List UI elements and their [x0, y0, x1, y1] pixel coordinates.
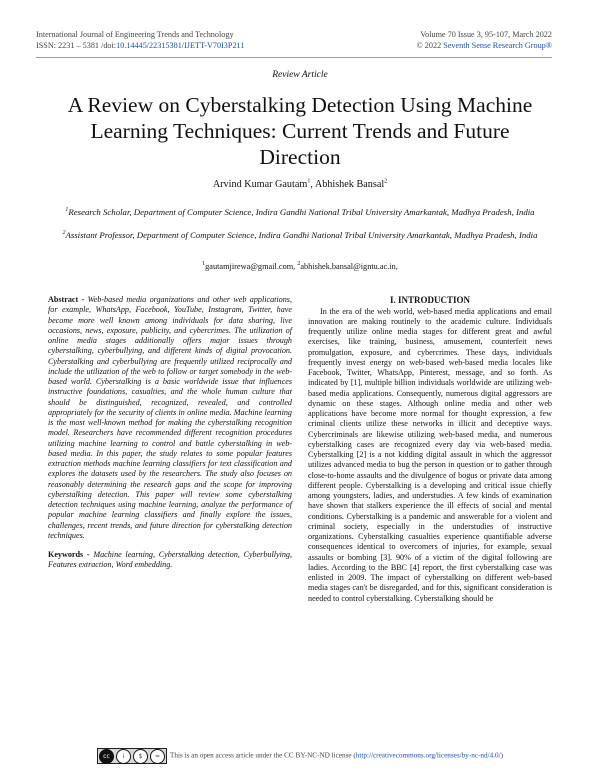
- paper-title: A Review on Cyberstalking Detection Using Machine Learning Techniques: Current Trends and Future Direction: [67, 93, 533, 169]
- right-column: [308, 295, 552, 604]
- left-column: [48, 295, 292, 571]
- keywords: [48, 550, 292, 571]
- license-footer: cc i $ = This is an open access article under the CC BY-NC-ND license (http://creativecommons.org/licenses/by-nc-nd/4.0/): [0, 748, 600, 764]
- abstract-label: Abstract -: [48, 295, 88, 304]
- affiliation-1: $^1$Research Scholar, Department of Computer Science, Indira Gandhi National Tribal University Amarkantak, Madhya Pradesh, India: [65, 207, 535, 217]
- copyright-line: © 2022 Seventh Sense Research Group®: [416, 41, 552, 50]
- header-rule: [36, 57, 552, 58]
- author-emails: $^1$gautamjirewa@gmail.com, $^2$abhishek.bansal@igntu.ac.in,: [202, 261, 398, 271]
- email-1: gautamjirewa@gmail.com,: [205, 262, 298, 271]
- license-link[interactable]: http://creativecommons.org/licenses/by-nc-nd/4.0/: [355, 751, 501, 760]
- volume-header: [417, 29, 552, 51]
- introduction-paragraph: In the era of the web world, web-based media applications and email innovation are making routinely to the academic culture. Individuals frequently utilize online media stages for different great and awful exercises, like training, business, amusement, counterfeit news promulgation, exposure, and cybercrimes. These days, individuals frequently invest energy on web-based web-based media locales like Facebook, Twitter, WhatsApp, Pinterest, message, and so forth. As indicated by [1], multiple billion individuals worldwide are utilizing web-based media applications. Consequently, numerous digital aggressors are dynamic on these stages. Although online media and other web applications have become more normal for thought expression, a few criminal clients utilize these networks in illicit and deceptive ways. Cybercriminals are likewise utilizing web-based media, and numerous cyberstalking cases are recognized every day via web-based media. Cyberstalking [2] is a not kidding digital assault in which the aggressor utilizes advanced media to bug the person in question or to gather through close-to-home assaults and the divulgence of bogus or private data among different people. Cyberstalking is a developing and critical issue chiefly among youngsters, ladies, and understudies. A few kinds of examination have shown that stalkers experience the ill effects of social and mental conditions. Cyberstalking is a pandemic and answerable for a violent and criminal society, especially in the understudies of instructive organizations. Cyberstalking casualties experience quantifiable adverse consequences identical to overcomers of injuries, for example, sexual assaults or bombing [3]. 90% of a victim of the digital following are ladies. According to the BBC [4] report, the first cyberstalking case was enlisted in 2009. The impact of cyberstalking on different web-based media stages can't be disregarded, and for this, significant consideration is needed to control cyberstalking. Cyberstalking should be: [308, 306, 552, 603]
- affiliation-2: $^2$Assistant Professor, Department of Computer Science, Indira Gandhi National Tribal University Amarkantak, Madhya Pradesh, India: [62, 230, 538, 240]
- volume-info: Volume 70 Issue 3, 95-107, March 2022: [420, 30, 552, 39]
- journal-name: International Journal of Engineering Trends and Technology: [36, 30, 234, 39]
- email-2: abhishek.bansal@igntu.ac.in,: [300, 262, 398, 271]
- abstract: [48, 295, 292, 541]
- author-2: Abhishek Bansal: [314, 179, 385, 190]
- section-heading-introduction: I. INTRODUCTION: [389, 295, 470, 305]
- publisher-link[interactable]: Seventh Sense Research Group®: [443, 41, 552, 50]
- cc-license-badge-icon[interactable]: cc i $ =: [97, 748, 167, 764]
- author-list: Arvind Kumar Gautam$^1$, Abhishek Bansal$^2$: [212, 178, 388, 190]
- issn-doi-line: ISSN: 2231 – 5381 /doi:10.14445/22315381/IJETT-V70I3P211: [36, 41, 245, 50]
- journal-header: [36, 29, 244, 51]
- keywords-text: Machine learning, Cyberstalking detection, Cyberbullying, Features extraction, Word embedding.: [48, 550, 292, 570]
- abstract-text: Web-based media organizations and other web applications, for example, WhatsApp, Facebook, YouTube, Instagram, Twitter, have become more well known among individuals for data sharing, live occasions, news, exposure, publicity, and cybercrimes. The utilization of online media stages additionally offers major issues through cyberstalking, cyberbullying, and different kinds of digital provocation. Cyberstalking and cyberbullying are frequently utilized reciprocally and include the utilization of the web to follow or target somebody in the web-based world. Cyberstalking is a basic worldwide issue that influences instructive foundations, casualties, and the whole human culture that should be distinguished, recognized, revealed, and controlled appropriately for the security of clients in online media. Machine learning is the most well-known method for making the cyberstalking recognition model. Researchers have recommended different recognition procedures utilizing machine learning to control and battle cyberstalking in web-based media. In this paper, the study relates to some popular features extraction methods machine learning classifiers for text classification and explores the datasets used by the researchers. The study also focuses on reasonably determining the research gaps and the scope for improving cyberstalking detection. This paper will review some cyberstalking detection techniques using machine learning, analyze the performance of popular machine learning classifiers and finally explore the issues, challenges, recent trends, and future direction for cyberstalking detection techniques.: [48, 295, 292, 540]
- doi-link[interactable]: 10.14445/22315381/IJETT-V70I3P211: [116, 41, 245, 50]
- author-1: Arvind Kumar Gautam: [212, 179, 308, 190]
- keywords-label: Keywords -: [48, 550, 94, 559]
- article-type: Review Article: [272, 70, 328, 80]
